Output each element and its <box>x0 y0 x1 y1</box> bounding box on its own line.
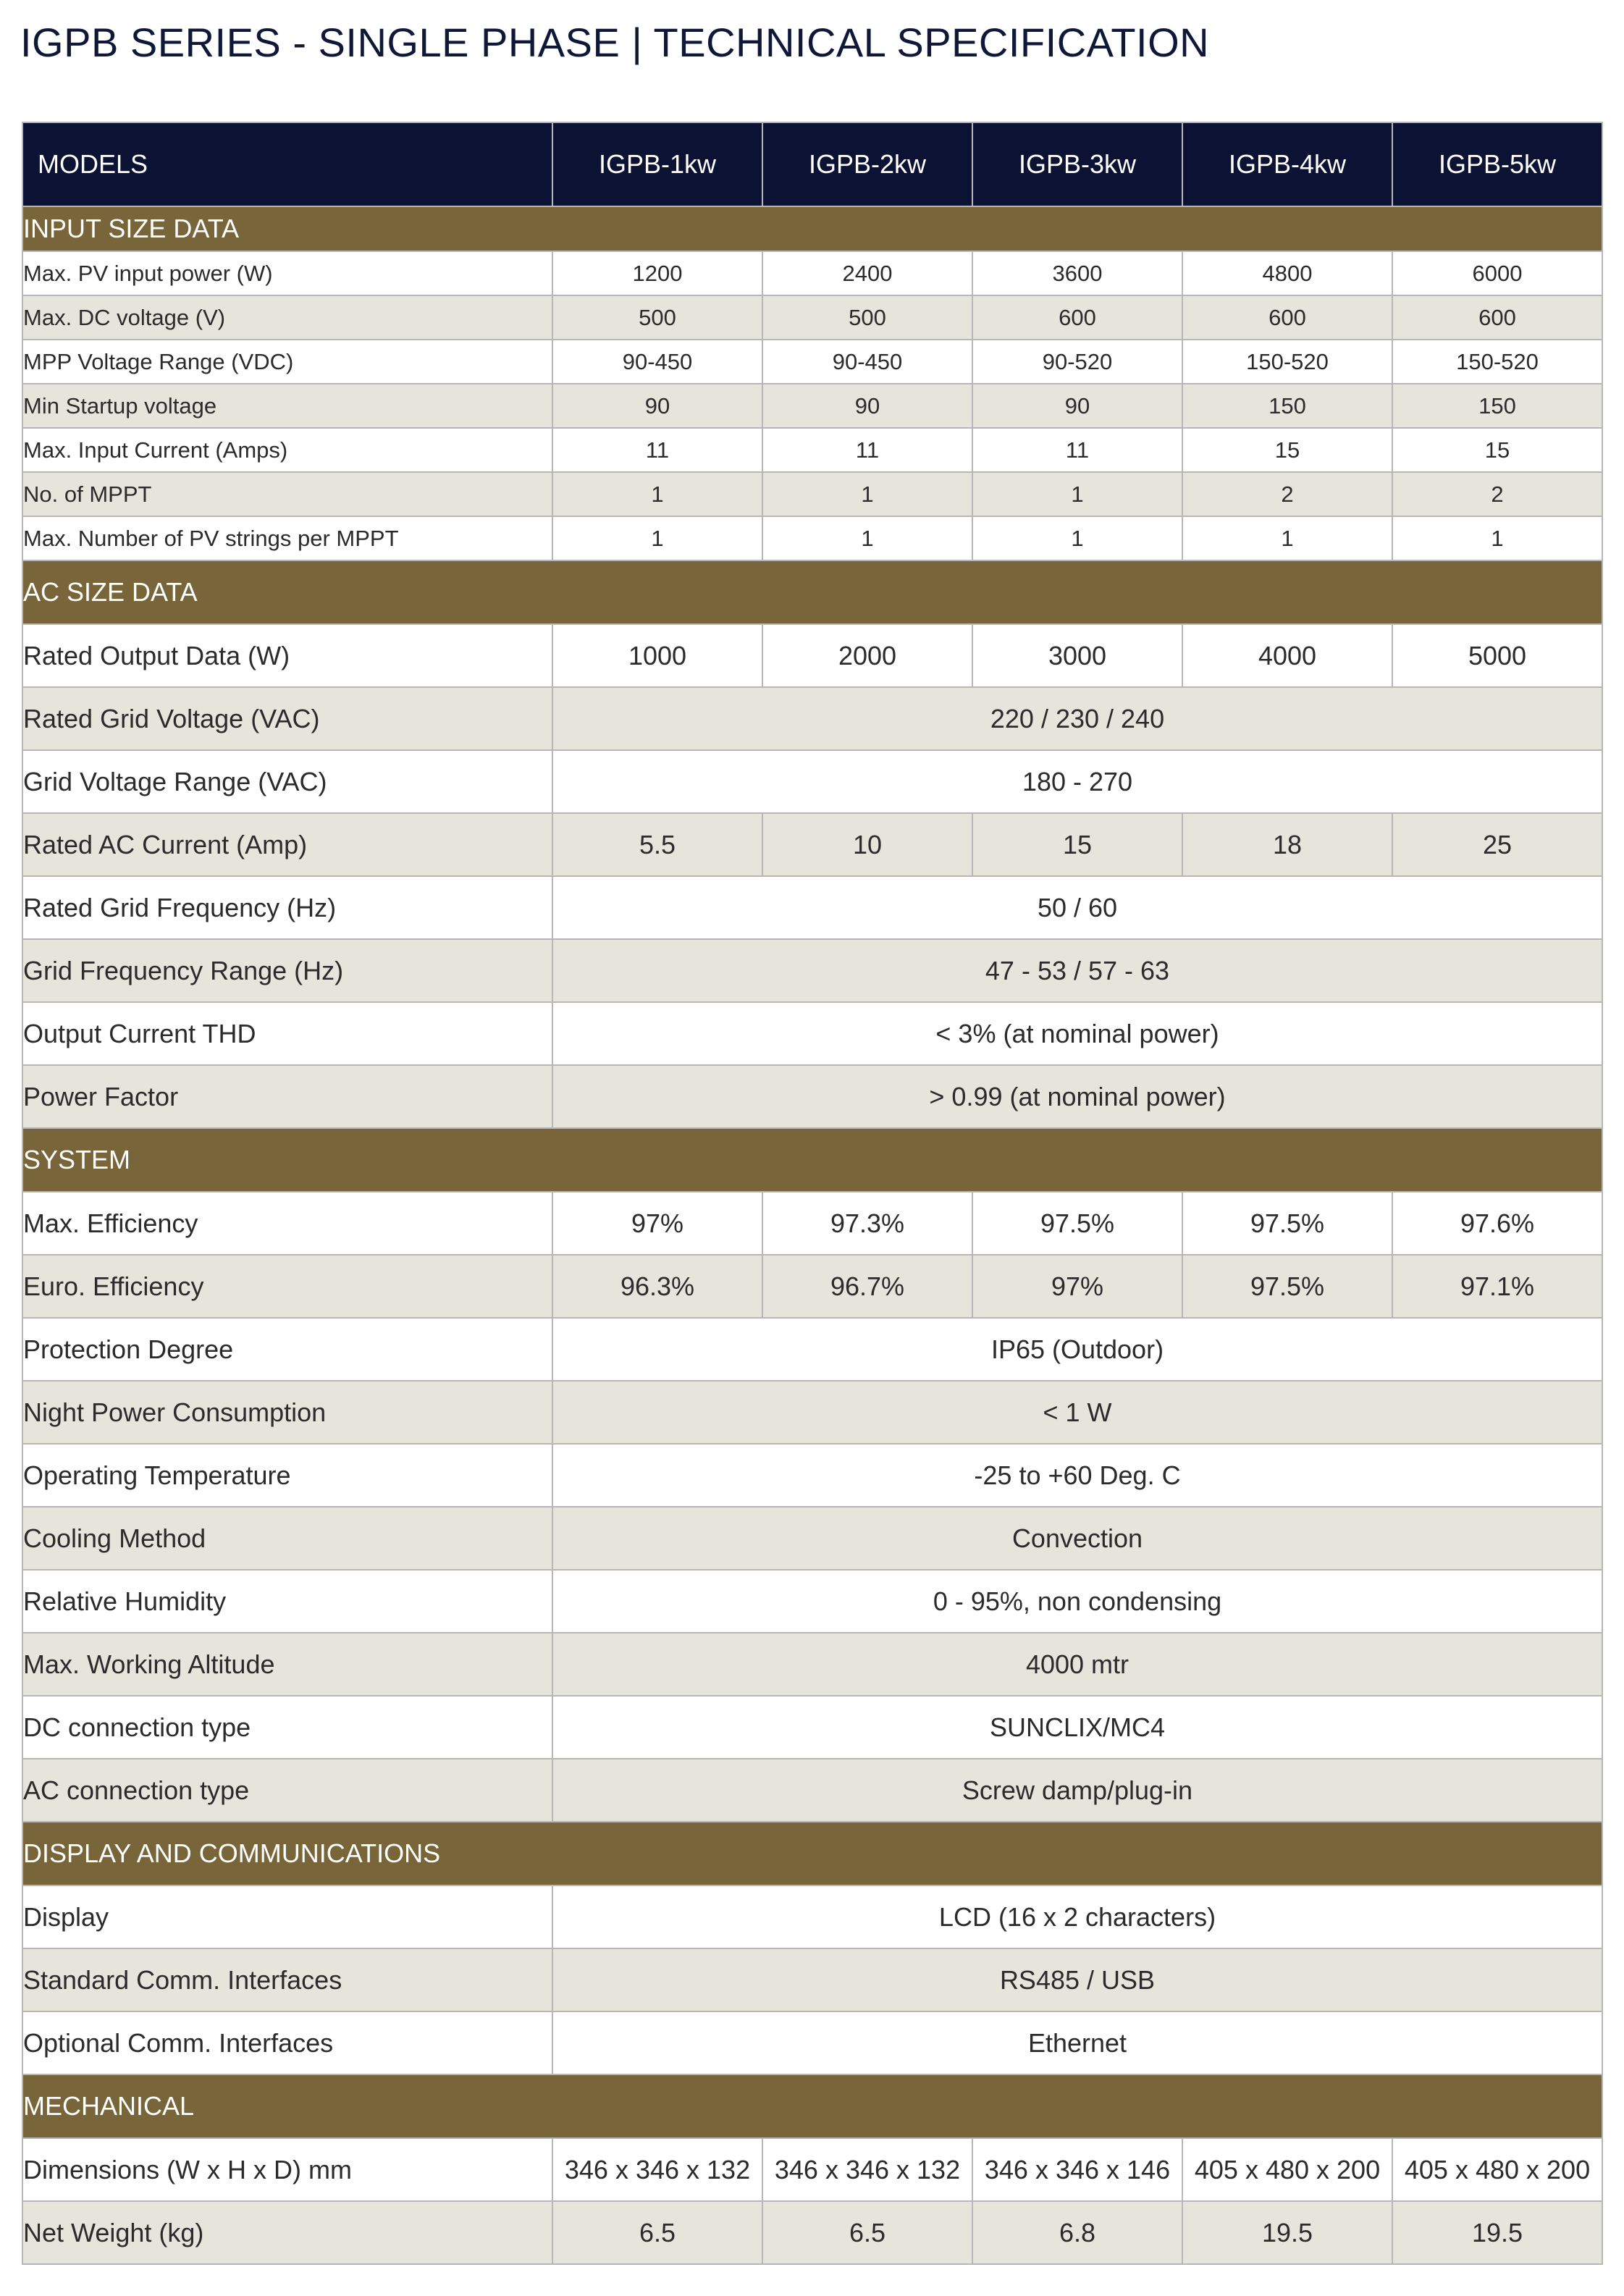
spec-value: -25 to +60 Deg. C <box>552 1444 1602 1507</box>
spec-value: 1 <box>552 472 762 516</box>
spec-value: RS485 / USB <box>552 1948 1602 2011</box>
spec-row <box>22 750 1602 813</box>
spec-label: Rated Grid Voltage (VAC) <box>22 687 552 750</box>
spec-label: Grid Voltage Range (VAC) <box>22 750 552 813</box>
section-display-and-communications <box>22 1822 1602 1885</box>
spec-row <box>22 1192 1602 1255</box>
spec-value: 11 <box>762 428 972 472</box>
spec-label: Rated Grid Frequency (Hz) <box>22 876 552 939</box>
spec-value: 405 x 480 x 200 <box>1182 2138 1392 2201</box>
spec-value: 150-520 <box>1182 340 1392 384</box>
spec-value: 1 <box>1182 516 1392 560</box>
spec-row <box>22 813 1602 876</box>
spec-value: 2000 <box>762 624 972 687</box>
spec-value: 600 <box>1392 295 1602 340</box>
spec-value: 2 <box>1392 472 1602 516</box>
spec-value: 500 <box>552 295 762 340</box>
spec-value: 15 <box>1392 428 1602 472</box>
spec-value: 90-450 <box>552 340 762 384</box>
spec-table <box>22 122 1603 2265</box>
spec-row <box>22 2201 1602 2264</box>
spec-row <box>22 472 1602 516</box>
spec-value: 4800 <box>1182 251 1392 295</box>
spec-row <box>22 876 1602 939</box>
spec-row <box>22 340 1602 384</box>
spec-row <box>22 384 1602 428</box>
spec-row <box>22 1318 1602 1381</box>
spec-value: 50 / 60 <box>552 876 1602 939</box>
spec-value: 150-520 <box>1392 340 1602 384</box>
spec-label: Optional Comm. Interfaces <box>22 2011 552 2074</box>
spec-label: Night Power Consumption <box>22 1381 552 1444</box>
spec-value: 1200 <box>552 251 762 295</box>
spec-value: > 0.99 (at nominal power) <box>552 1065 1602 1128</box>
spec-value: 0 - 95%, non condensing <box>552 1570 1602 1633</box>
spec-label: Dimensions (W x H x D) mm <box>22 2138 552 2201</box>
spec-row <box>22 1002 1602 1065</box>
spec-value: 97.5% <box>1182 1192 1392 1255</box>
spec-row <box>22 939 1602 1002</box>
spec-value: Ethernet <box>552 2011 1602 2074</box>
section-system <box>22 1128 1602 1192</box>
spec-value: 1 <box>972 516 1182 560</box>
model-header-4: IGPB-4kw <box>1182 122 1392 206</box>
spec-value: 96.7% <box>762 1255 972 1318</box>
spec-row <box>22 516 1602 560</box>
spec-value: 11 <box>552 428 762 472</box>
spec-value: 3000 <box>972 624 1182 687</box>
spec-value: 47 - 53 / 57 - 63 <box>552 939 1602 1002</box>
spec-value: 90-450 <box>762 340 972 384</box>
spec-value: 10 <box>762 813 972 876</box>
spec-value: 1 <box>762 516 972 560</box>
spec-value: 6.8 <box>972 2201 1182 2264</box>
spec-value: 6.5 <box>762 2201 972 2264</box>
spec-value: 1000 <box>552 624 762 687</box>
spec-table-body <box>22 122 1602 2264</box>
models-header: MODELS <box>22 122 552 206</box>
spec-label: Max. Input Current (Amps) <box>22 428 552 472</box>
spec-value: 220 / 230 / 240 <box>552 687 1602 750</box>
spec-value: < 1 W <box>552 1381 1602 1444</box>
spec-row <box>22 1885 1602 1948</box>
spec-label: DC connection type <box>22 1696 552 1759</box>
spec-label: MPP Voltage Range (VDC) <box>22 340 552 384</box>
spec-value: 97% <box>972 1255 1182 1318</box>
section-input-size-data <box>22 206 1602 251</box>
spec-label: Relative Humidity <box>22 1570 552 1633</box>
section-title: SYSTEM <box>22 1128 1602 1192</box>
spec-value: 405 x 480 x 200 <box>1392 2138 1602 2201</box>
spec-row <box>22 2011 1602 2074</box>
section-title: DISPLAY AND COMMUNICATIONS <box>22 1822 1602 1885</box>
spec-value: 1 <box>762 472 972 516</box>
spec-value: 97.6% <box>1392 1192 1602 1255</box>
spec-value: 5000 <box>1392 624 1602 687</box>
model-header-3: IGPB-3kw <box>972 122 1182 206</box>
spec-label: Cooling Method <box>22 1507 552 1570</box>
page-title: IGPB SERIES - SINGLE PHASE | TECHNICAL SPECIFICATION <box>20 20 1210 65</box>
spec-value: 19.5 <box>1392 2201 1602 2264</box>
spec-row <box>22 295 1602 340</box>
spec-value: 2 <box>1182 472 1392 516</box>
spec-value: 97.5% <box>1182 1255 1392 1318</box>
spec-value: 1 <box>1392 516 1602 560</box>
spec-value: 2400 <box>762 251 972 295</box>
spec-value: SUNCLIX/MC4 <box>552 1696 1602 1759</box>
spec-value: 90-520 <box>972 340 1182 384</box>
spec-value: 3600 <box>972 251 1182 295</box>
spec-value: 4000 mtr <box>552 1633 1602 1696</box>
spec-label: Display <box>22 1885 552 1948</box>
spec-label: Net Weight (kg) <box>22 2201 552 2264</box>
spec-row <box>22 1507 1602 1570</box>
spec-row <box>22 1633 1602 1696</box>
spec-value: 90 <box>762 384 972 428</box>
spec-row <box>22 687 1602 750</box>
spec-value: LCD (16 x 2 characters) <box>552 1885 1602 1948</box>
spec-value: 15 <box>1182 428 1392 472</box>
spec-row <box>22 1570 1602 1633</box>
spec-value: 90 <box>552 384 762 428</box>
spec-label: Operating Temperature <box>22 1444 552 1507</box>
spec-value: Screw damp/plug-in <box>552 1759 1602 1822</box>
spec-row <box>22 1759 1602 1822</box>
spec-row <box>22 428 1602 472</box>
spec-value: 19.5 <box>1182 2201 1392 2264</box>
section-mechanical <box>22 2074 1602 2138</box>
spec-value: 97.3% <box>762 1192 972 1255</box>
spec-row <box>22 251 1602 295</box>
spec-value: 18 <box>1182 813 1392 876</box>
model-header-1: IGPB-1kw <box>552 122 762 206</box>
spec-value: Convection <box>552 1507 1602 1570</box>
spec-value: 90 <box>972 384 1182 428</box>
spec-value: 6.5 <box>552 2201 762 2264</box>
spec-row <box>22 2138 1602 2201</box>
spec-value: 97% <box>552 1192 762 1255</box>
spec-value: 346 x 346 x 146 <box>972 2138 1182 2201</box>
spec-label: Max. DC voltage (V) <box>22 295 552 340</box>
model-header-5: IGPB-5kw <box>1392 122 1602 206</box>
spec-value: 11 <box>972 428 1182 472</box>
spec-value: 97.1% <box>1392 1255 1602 1318</box>
section-ac-size-data <box>22 560 1602 624</box>
spec-label: Max. Number of PV strings per MPPT <box>22 516 552 560</box>
spec-label: No. of MPPT <box>22 472 552 516</box>
spec-value: 346 x 346 x 132 <box>552 2138 762 2201</box>
spec-label: Output Current THD <box>22 1002 552 1065</box>
spec-value: 96.3% <box>552 1255 762 1318</box>
spec-row <box>22 624 1602 687</box>
header-row <box>22 122 1602 206</box>
spec-label: Standard Comm. Interfaces <box>22 1948 552 2011</box>
spec-row <box>22 1065 1602 1128</box>
spec-value: 150 <box>1392 384 1602 428</box>
spec-value: 1 <box>552 516 762 560</box>
section-title: INPUT SIZE DATA <box>22 206 1602 251</box>
spec-label: Rated Output Data (W) <box>22 624 552 687</box>
spec-label: Rated AC Current (Amp) <box>22 813 552 876</box>
spec-label: Grid Frequency Range (Hz) <box>22 939 552 1002</box>
section-title: MECHANICAL <box>22 2074 1602 2138</box>
spec-label: Power Factor <box>22 1065 552 1128</box>
spec-value: 15 <box>972 813 1182 876</box>
spec-value: 346 x 346 x 132 <box>762 2138 972 2201</box>
spec-value: IP65 (Outdoor) <box>552 1318 1602 1381</box>
spec-label: Max. Efficiency <box>22 1192 552 1255</box>
section-title: AC SIZE DATA <box>22 560 1602 624</box>
spec-row <box>22 1444 1602 1507</box>
spec-label: Min Startup voltage <box>22 384 552 428</box>
spec-row <box>22 1255 1602 1318</box>
spec-value: < 3% (at nominal power) <box>552 1002 1602 1065</box>
spec-value: 150 <box>1182 384 1392 428</box>
spec-label: Max. Working Altitude <box>22 1633 552 1696</box>
spec-value: 5.5 <box>552 813 762 876</box>
spec-value: 25 <box>1392 813 1602 876</box>
spec-label: Euro. Efficiency <box>22 1255 552 1318</box>
spec-value: 600 <box>972 295 1182 340</box>
spec-value: 1 <box>972 472 1182 516</box>
spec-label: Max. PV input power (W) <box>22 251 552 295</box>
spec-row <box>22 1381 1602 1444</box>
spec-value: 4000 <box>1182 624 1392 687</box>
spec-value: 180 - 270 <box>552 750 1602 813</box>
spec-label: Protection Degree <box>22 1318 552 1381</box>
model-header-2: IGPB-2kw <box>762 122 972 206</box>
spec-value: 500 <box>762 295 972 340</box>
spec-row <box>22 1696 1602 1759</box>
spec-value: 97.5% <box>972 1192 1182 1255</box>
spec-value: 600 <box>1182 295 1392 340</box>
spec-label: AC connection type <box>22 1759 552 1822</box>
spec-row <box>22 1948 1602 2011</box>
spec-value: 6000 <box>1392 251 1602 295</box>
